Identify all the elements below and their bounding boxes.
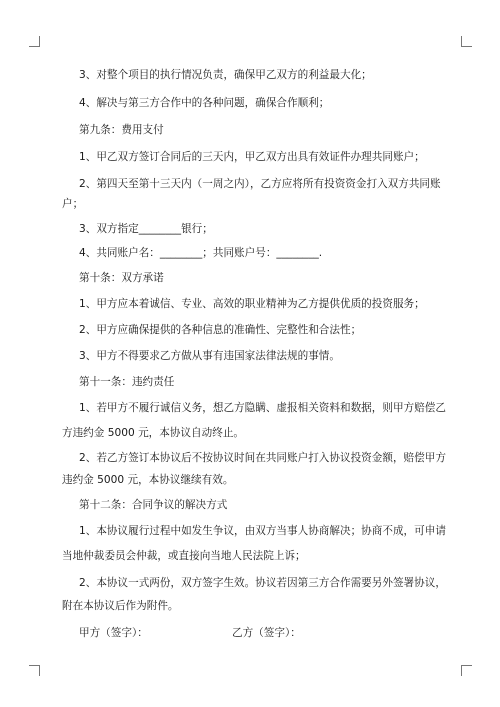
section-heading: 第十条：双方承诺	[79, 272, 164, 284]
crop-mark-top-right	[461, 36, 472, 47]
section-heading: 第九条：费用支付	[79, 124, 164, 136]
clause-line: 违约金 5000 元，本协议继续有效。	[62, 474, 234, 486]
clause-line: 当地仲裁委员会仲裁，或直接向当地人民法院上诉；	[62, 550, 306, 562]
clause-line: 1、甲方应本着诚信、专业、高效的职业精神为乙方提供优质的投资服务；	[79, 298, 425, 310]
clause-line: 2、第四天至第十三天内（一周之内），乙方应将所有投资资金打入双方共同账	[79, 178, 441, 190]
clause-line: 附在本协议后作为附件。	[62, 600, 179, 612]
crop-mark-bottom-right	[461, 665, 472, 676]
signature-party-b: 乙方（签字）：	[232, 627, 301, 639]
clause-line: 4、解决与第三方合作中的各种问题，确保合作顺利；	[79, 97, 330, 109]
section-heading: 第十一条：违约责任	[79, 376, 175, 388]
clause-line: 2、本协议一式两份，双方签字生效。协议若因第三方合作需要另外签署协议，	[79, 577, 446, 589]
clause-line: 1、本协议履行过程中如发生争议，由双方当事人协商解决；协商不成，可申请	[79, 525, 446, 537]
clause-line: 户；	[62, 198, 84, 210]
signature-party-a: 甲方（签字）：	[79, 627, 148, 639]
clause-line: 1、甲乙双方签订合同后的三天内，甲乙双方出具有效证件办理共同账户；	[79, 151, 425, 163]
clause-line: 3、对整个项目的执行情况负责，确保甲乙双方的利益最大化；	[79, 69, 372, 81]
crop-mark-top-left	[29, 36, 40, 47]
clause-line: 1、若甲方不履行诚信义务，想乙方隐瞒、虚报相关资料和数据，则甲方赔偿乙	[79, 402, 446, 414]
clause-line: 3、双方指定________银行；	[79, 223, 213, 235]
clause-line: 2、甲方应确保提供的各种信息的准确性、完整性和合法性；	[79, 324, 362, 336]
clause-line: 方违约金 5000 元，本协议自动终止。	[62, 427, 245, 439]
section-heading: 第十二条：合同争议的解决方式	[79, 499, 228, 511]
clause-line: 4、共同账户名：________；共同账户号：________.	[79, 247, 323, 259]
crop-mark-bottom-left	[29, 665, 40, 676]
clause-line: 2、若乙方签订本协议后不按协议时间在共同账户打入协议投资金额，赔偿甲方	[79, 452, 446, 464]
clause-line: 3、甲方不得要求乙方做从事有违国家法律法规的事情。	[79, 350, 340, 362]
